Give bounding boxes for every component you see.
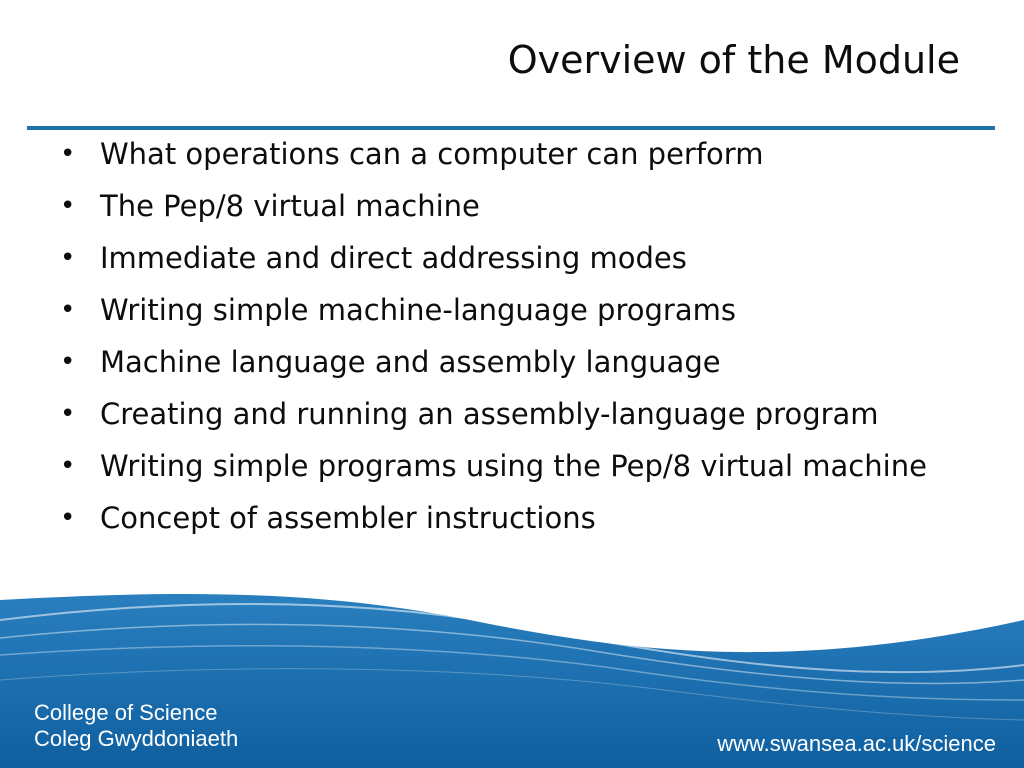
bullet-item — [60, 238, 980, 278]
bullet-dot-icon: • — [60, 399, 76, 429]
bullet-text: What operations can a computer can perform — [100, 137, 764, 171]
college-name-english: College of Science — [34, 700, 218, 725]
bullet-dot-icon: • — [60, 191, 76, 221]
bullet-dot-icon: • — [60, 451, 76, 481]
bullet-text: Immediate and direct addressing modes — [100, 241, 687, 275]
bullet-item — [60, 446, 980, 486]
bullet-text: Creating and running an assembly-language program — [100, 397, 879, 431]
bullet-dot-icon: • — [60, 503, 76, 533]
slide-title: Overview of the Module — [507, 38, 960, 82]
bullet-list — [60, 134, 980, 550]
bullet-text: Writing simple machine-language programs — [100, 293, 736, 327]
bullet-item — [60, 134, 980, 174]
bullet-item — [60, 290, 980, 330]
footer-url: www.swansea.ac.uk/science — [717, 731, 996, 756]
bullet-item — [60, 498, 980, 538]
bullet-dot-icon: • — [60, 347, 76, 377]
bullet-text: The Pep/8 virtual machine — [100, 189, 480, 223]
college-name-welsh: Coleg Gwyddoniaeth — [34, 726, 239, 751]
bullet-item — [60, 394, 980, 434]
bullet-item — [60, 186, 980, 226]
bullet-dot-icon: • — [60, 295, 76, 325]
bullet-text: Machine language and assembly language — [100, 345, 721, 379]
bullet-dot-icon: • — [60, 243, 76, 273]
bullet-text: Concept of assembler instructions — [100, 501, 596, 535]
bullet-text: Writing simple programs using the Pep/8 virtual machine — [100, 449, 927, 483]
title-divider — [27, 126, 995, 130]
bullet-item — [60, 342, 980, 382]
bullet-dot-icon: • — [60, 139, 76, 169]
